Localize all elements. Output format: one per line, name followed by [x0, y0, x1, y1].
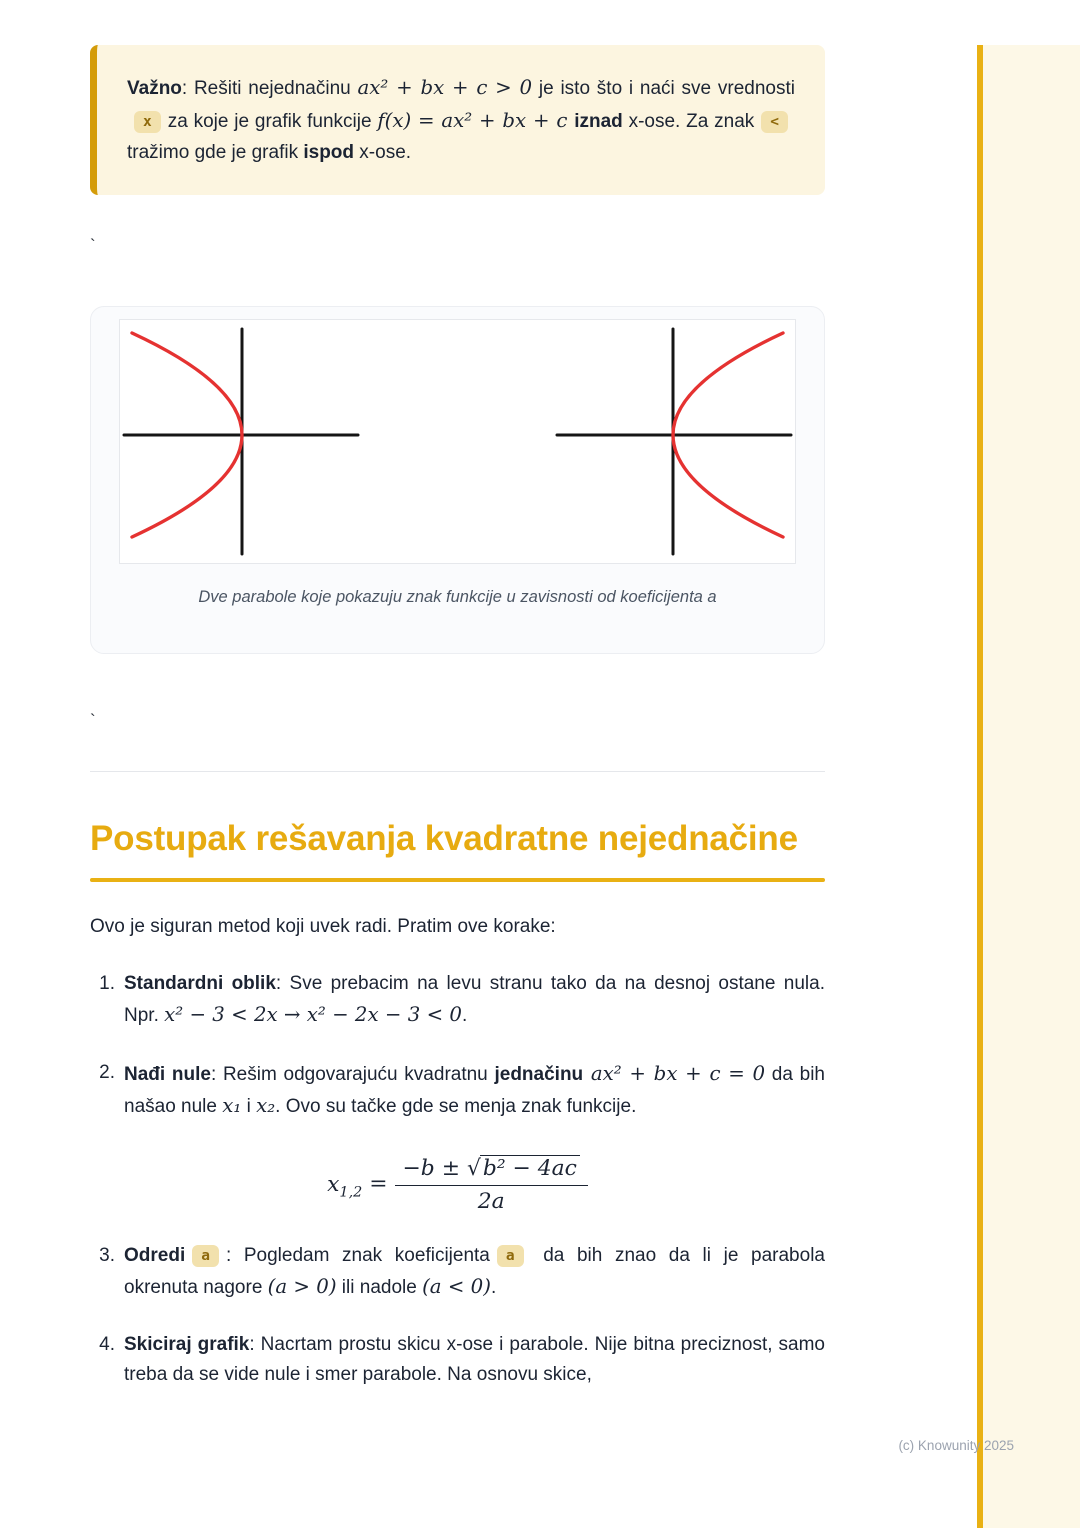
fraction-numerator: −b ± √b² − 4ac [395, 1156, 588, 1186]
callout-title: Važno [127, 78, 182, 99]
step-text: . [490, 1277, 497, 1298]
fraction [395, 1156, 588, 1214]
math-expression: x₁ [222, 1093, 242, 1117]
callout-segment: x-ose. [354, 141, 412, 163]
callout-text [127, 72, 795, 168]
step-content [124, 1330, 825, 1390]
math-expression: (a < 0) [422, 1275, 491, 1298]
callout-segment: : Rešiti nejednačinu [181, 78, 358, 99]
radicand: b² − 4ac [480, 1155, 580, 1181]
step-text: : Sve prebacim na levu stranu tako da na desnoj ostane nula. Npr. [124, 972, 825, 1026]
step-item-4 [90, 1330, 825, 1390]
math-expression: ax² + bx + c = 0 [583, 1061, 766, 1085]
step-text: . [461, 1004, 468, 1026]
step-content [124, 1058, 825, 1122]
important-callout [90, 45, 825, 195]
step-number: 3. [99, 1244, 115, 1266]
formula-variable: $x_{1,2}$ [327, 1171, 363, 1200]
emphasis-iznad: iznad [574, 110, 623, 132]
step-content [124, 969, 825, 1031]
step-number: 4. [99, 1334, 115, 1356]
formula-subscript: 1,2 [339, 1183, 363, 1200]
step-item-2 [90, 1058, 825, 1122]
stray-backtick: ` [90, 711, 96, 731]
figure-card [90, 306, 825, 654]
heading-underline [90, 878, 825, 882]
sqrt-icon: √ [466, 1155, 481, 1181]
emphasis-ispod: ispod [303, 141, 355, 163]
step-title: Odredi [124, 1244, 186, 1266]
equals-sign: = [362, 1171, 395, 1197]
section-heading: Postupak rešavanja kvadratne nejednačine [90, 819, 798, 859]
emphasis-jednacinu: jednačinu [494, 1063, 584, 1085]
math-expression: x₂ [256, 1093, 276, 1117]
step-text: ili nadole [336, 1277, 423, 1298]
notebook-margin-strip [977, 45, 1080, 1528]
math-expression: f(x) = ax² + bx + c [377, 108, 575, 132]
step-content [124, 1241, 825, 1303]
math-expression: (a > 0) [267, 1275, 337, 1298]
fraction-denominator: 2a [477, 1188, 505, 1214]
right-parabola-plot [555, 327, 793, 556]
copyright-text: (c) Knowunity 2025 [898, 1438, 1014, 1453]
step-text: da bih znao da li je parabola okrenuta nagore [124, 1244, 825, 1298]
inline-code-badge-a: a [192, 1245, 219, 1268]
figure-panel [119, 319, 796, 564]
step-text: i [241, 1095, 257, 1117]
step-title: Nađi nule [124, 1063, 211, 1085]
callout-segment: tražimo gde je grafik [127, 141, 304, 163]
math-expression: x² − 3 < 2x → x² − 2x − 3 < 0 [164, 1002, 462, 1026]
math-expression: ax² + bx + c > 0 [357, 76, 533, 99]
step-number: 1. [99, 972, 115, 994]
quadratic-formula [90, 1156, 825, 1214]
step-text: : Pogledam znak koeficijenta [225, 1244, 490, 1266]
left-parabola-plot [122, 327, 360, 556]
inline-code-badge-a: a [497, 1245, 524, 1268]
callout-segment: je isto što i naći sve vrednosti [532, 78, 795, 99]
step-text: : Rešim odgovarajuću kvadratnu [210, 1063, 495, 1085]
inline-code-badge-x: x [134, 111, 161, 134]
figure-caption: Dve parabole koje pokazuju znak funkcije u zavisnosti od koeficijenta a [198, 588, 717, 607]
intro-paragraph: Ovo je siguran metod koji uvek radi. Pratim ove korake: [90, 916, 556, 938]
document-content [90, 45, 825, 1390]
step-title: Standardni oblik [124, 972, 276, 994]
step-text: da bih našao nule [124, 1063, 825, 1117]
step-text: . Ovo su tačke gde se menja znak funkcije. [275, 1095, 637, 1117]
callout-segment: za koje je grafik funkcije [167, 110, 378, 132]
step-text: : Nacrtam prostu skicu x-ose i parabole. Nije bitna preciznost, samo treba da se vide nule i smer parabole. Na osnovu skice, [124, 1334, 825, 1386]
section-divider [90, 771, 825, 772]
inline-code-badge-less-than: < [761, 111, 788, 134]
stray-backtick: ` [90, 236, 96, 256]
step-number: 2. [99, 1061, 115, 1083]
callout-segment: x-ose. Za znak [622, 110, 755, 132]
step-item-1 [90, 969, 825, 1031]
step-item-3 [90, 1241, 825, 1303]
step-title: Skiciraj grafik [124, 1334, 250, 1356]
